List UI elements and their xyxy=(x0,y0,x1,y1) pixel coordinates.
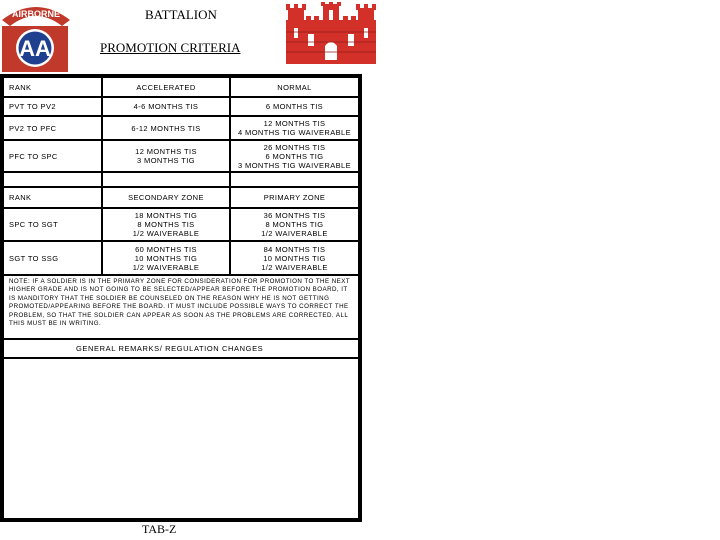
promotion-note: NOTE: IF A SOLDIER IS IN THE PRIMARY ZONE FOR CONSIDERATION FOR PROMOTION TO THE NEXT HIGHER GRADE AND IS NOT GOING TO BE SELECTED/APPEAR BEFORE THE PROMOTION BOARD, IT IS MANDITORY THAT THE SOLDIER BE COUNSELED ON THE REASON WHY HE IS NOT GETTING PROMOTED/APPEARING BEFORE THE BOARD. IT MUST INCLUDE POSSIBLE WAYS TO CORRECT THE PROBLEM, SO THAT THE SOLDIER CAN APPEAR AS SOON AS THE PROBLEMS ARE CORRECTED. ALL THIS MUST BE IN WRITING. xyxy=(4,276,358,338)
table2-header-primary-zone: PRIMARY ZONE xyxy=(231,188,358,207)
spacer-row-rank xyxy=(4,173,101,186)
battalion-title: BATTALION xyxy=(145,7,217,22)
table-row-normal: 12 MONTHS TIS 4 MONTHS TIG WAIVERABLE xyxy=(231,117,358,139)
table-row-rank: SPC TO SGT xyxy=(4,209,101,240)
division-letters: AA xyxy=(19,36,51,61)
table-row-rank: PV2 TO PFC xyxy=(4,117,101,139)
table-row-rank: SGT TO SSG xyxy=(4,242,101,274)
table-row-rank: PFC TO SPC xyxy=(4,141,101,171)
table1-header-accelerated: ACCELERATED xyxy=(103,78,229,96)
table2-header-secondary-zone: SECONDARY ZONE xyxy=(103,188,229,207)
spacer-row-right xyxy=(231,173,358,186)
table1-header-normal: NORMAL xyxy=(231,78,358,96)
table2-header-rank: RANK xyxy=(4,188,101,207)
general-remarks-heading: GENERAL REMARKS/ REGULATION CHANGES xyxy=(4,340,358,357)
table-row-accelerated: 4-6 MONTHS TIS xyxy=(103,98,229,115)
table-row-normal: 26 MONTHS TIS 6 MONTHS TIG 3 MONTHS TIG WAIVERABLE xyxy=(231,141,358,171)
remarks-area xyxy=(4,359,358,518)
table-row-accelerated: 6-12 MONTHS TIS xyxy=(103,117,229,139)
table-row-normal: 6 MONTHS TIS xyxy=(231,98,358,115)
table-row-primary-zone: 84 MONTHS TIS 10 MONTHS TIG 1/2 WAIVERABLE xyxy=(231,242,358,274)
promotion-criteria-title: PROMOTION CRITERIA xyxy=(100,40,241,55)
engineer-castle-icon xyxy=(286,2,376,64)
table-row-secondary-zone: 60 MONTHS TIS 10 MONTHS TIG 1/2 WAIVERABLE xyxy=(103,242,229,274)
table-row-primary-zone: 36 MONTHS TIS 8 MONTHS TIG 1/2 WAIVERABLE xyxy=(231,209,358,240)
spacer-row-middle xyxy=(103,173,229,186)
tab-label: TAB-Z xyxy=(142,522,177,536)
table1-header-rank: RANK xyxy=(4,78,101,96)
table-row-accelerated: 12 MONTHS TIS 3 MONTHS TIG xyxy=(103,141,229,171)
airborne-tab-text: AIRBORNE xyxy=(11,9,61,19)
airborne-division-logo xyxy=(0,0,72,74)
table-row-rank: PVT TO PV2 xyxy=(4,98,101,115)
table-row-secondary-zone: 18 MONTHS TIG 8 MONTHS TIS 1/2 WAIVERABLE xyxy=(103,209,229,240)
